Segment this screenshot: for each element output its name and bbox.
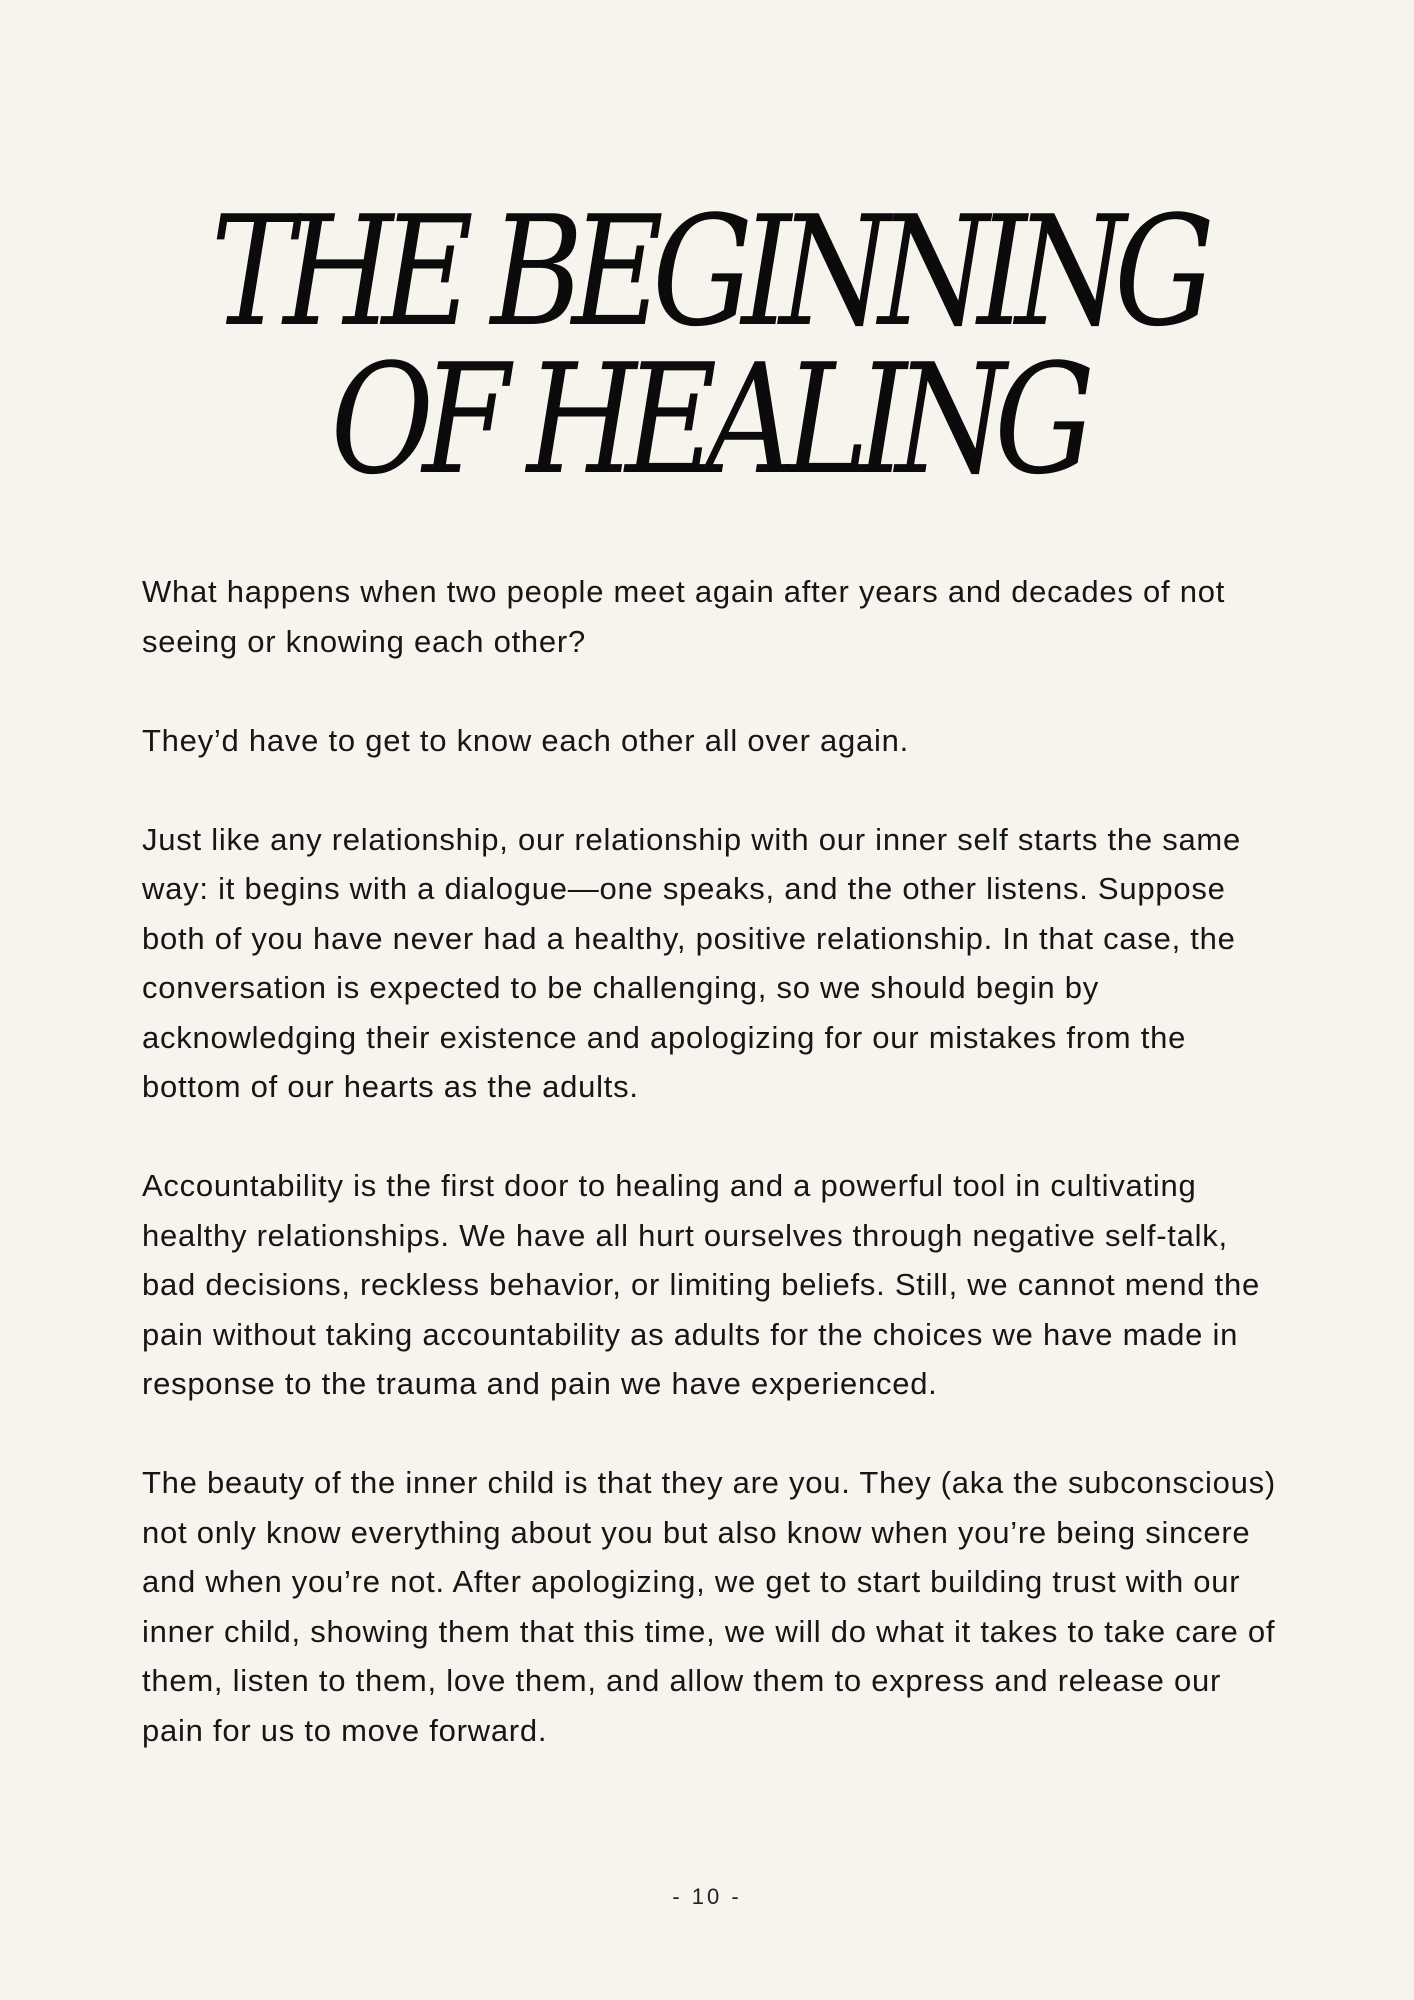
page-number: - 10 - xyxy=(672,1884,742,1909)
paragraph-4: Accountability is the first door to healing and a powerful tool in cultivating healthy relationships. We have all hurt ourselves through negative self-talk, bad decisions, reckless behavior, or limiting beliefs. Still, we cannot mend the pain without taking accountability as adults for the choices we have made in response to the trauma and pain we have experienced. xyxy=(142,1168,1260,1401)
paragraph-3: Just like any relationship, our relationship with our inner self starts the same way: it begins with a dialogue—one speaks, and the other listens. Suppose both of you have never had a healthy, positive relationship. In that case, the conversation is expected to be challenging, so we should begin by acknowledging their existence and apologizing for our mistakes from the bottom of our hearts as the adults. xyxy=(142,821,1241,1104)
body-text xyxy=(142,567,1277,1755)
page-title-line-1: THE BEGINNING xyxy=(210,183,1204,360)
page-title-line-2: OF HEALING xyxy=(330,331,1084,508)
paragraph-2: They’d have to get to know each other all over again. xyxy=(142,722,909,758)
paragraph-5: The beauty of the inner child is that they are you. They (aka the subconscious) not only know everything about you but also know when you’re being sincere and when you’re not. After apologizing, we get to start building trust with our inner child, showing them that this time, we will do what it takes to take care of them, listen to them, love them, and allow them to express and release our pain for us to move forward. xyxy=(142,1465,1276,1748)
paragraph-1: What happens when two people meet again after years and decades of not seeing or knowing each other? xyxy=(142,574,1226,659)
page-title xyxy=(203,183,1211,508)
